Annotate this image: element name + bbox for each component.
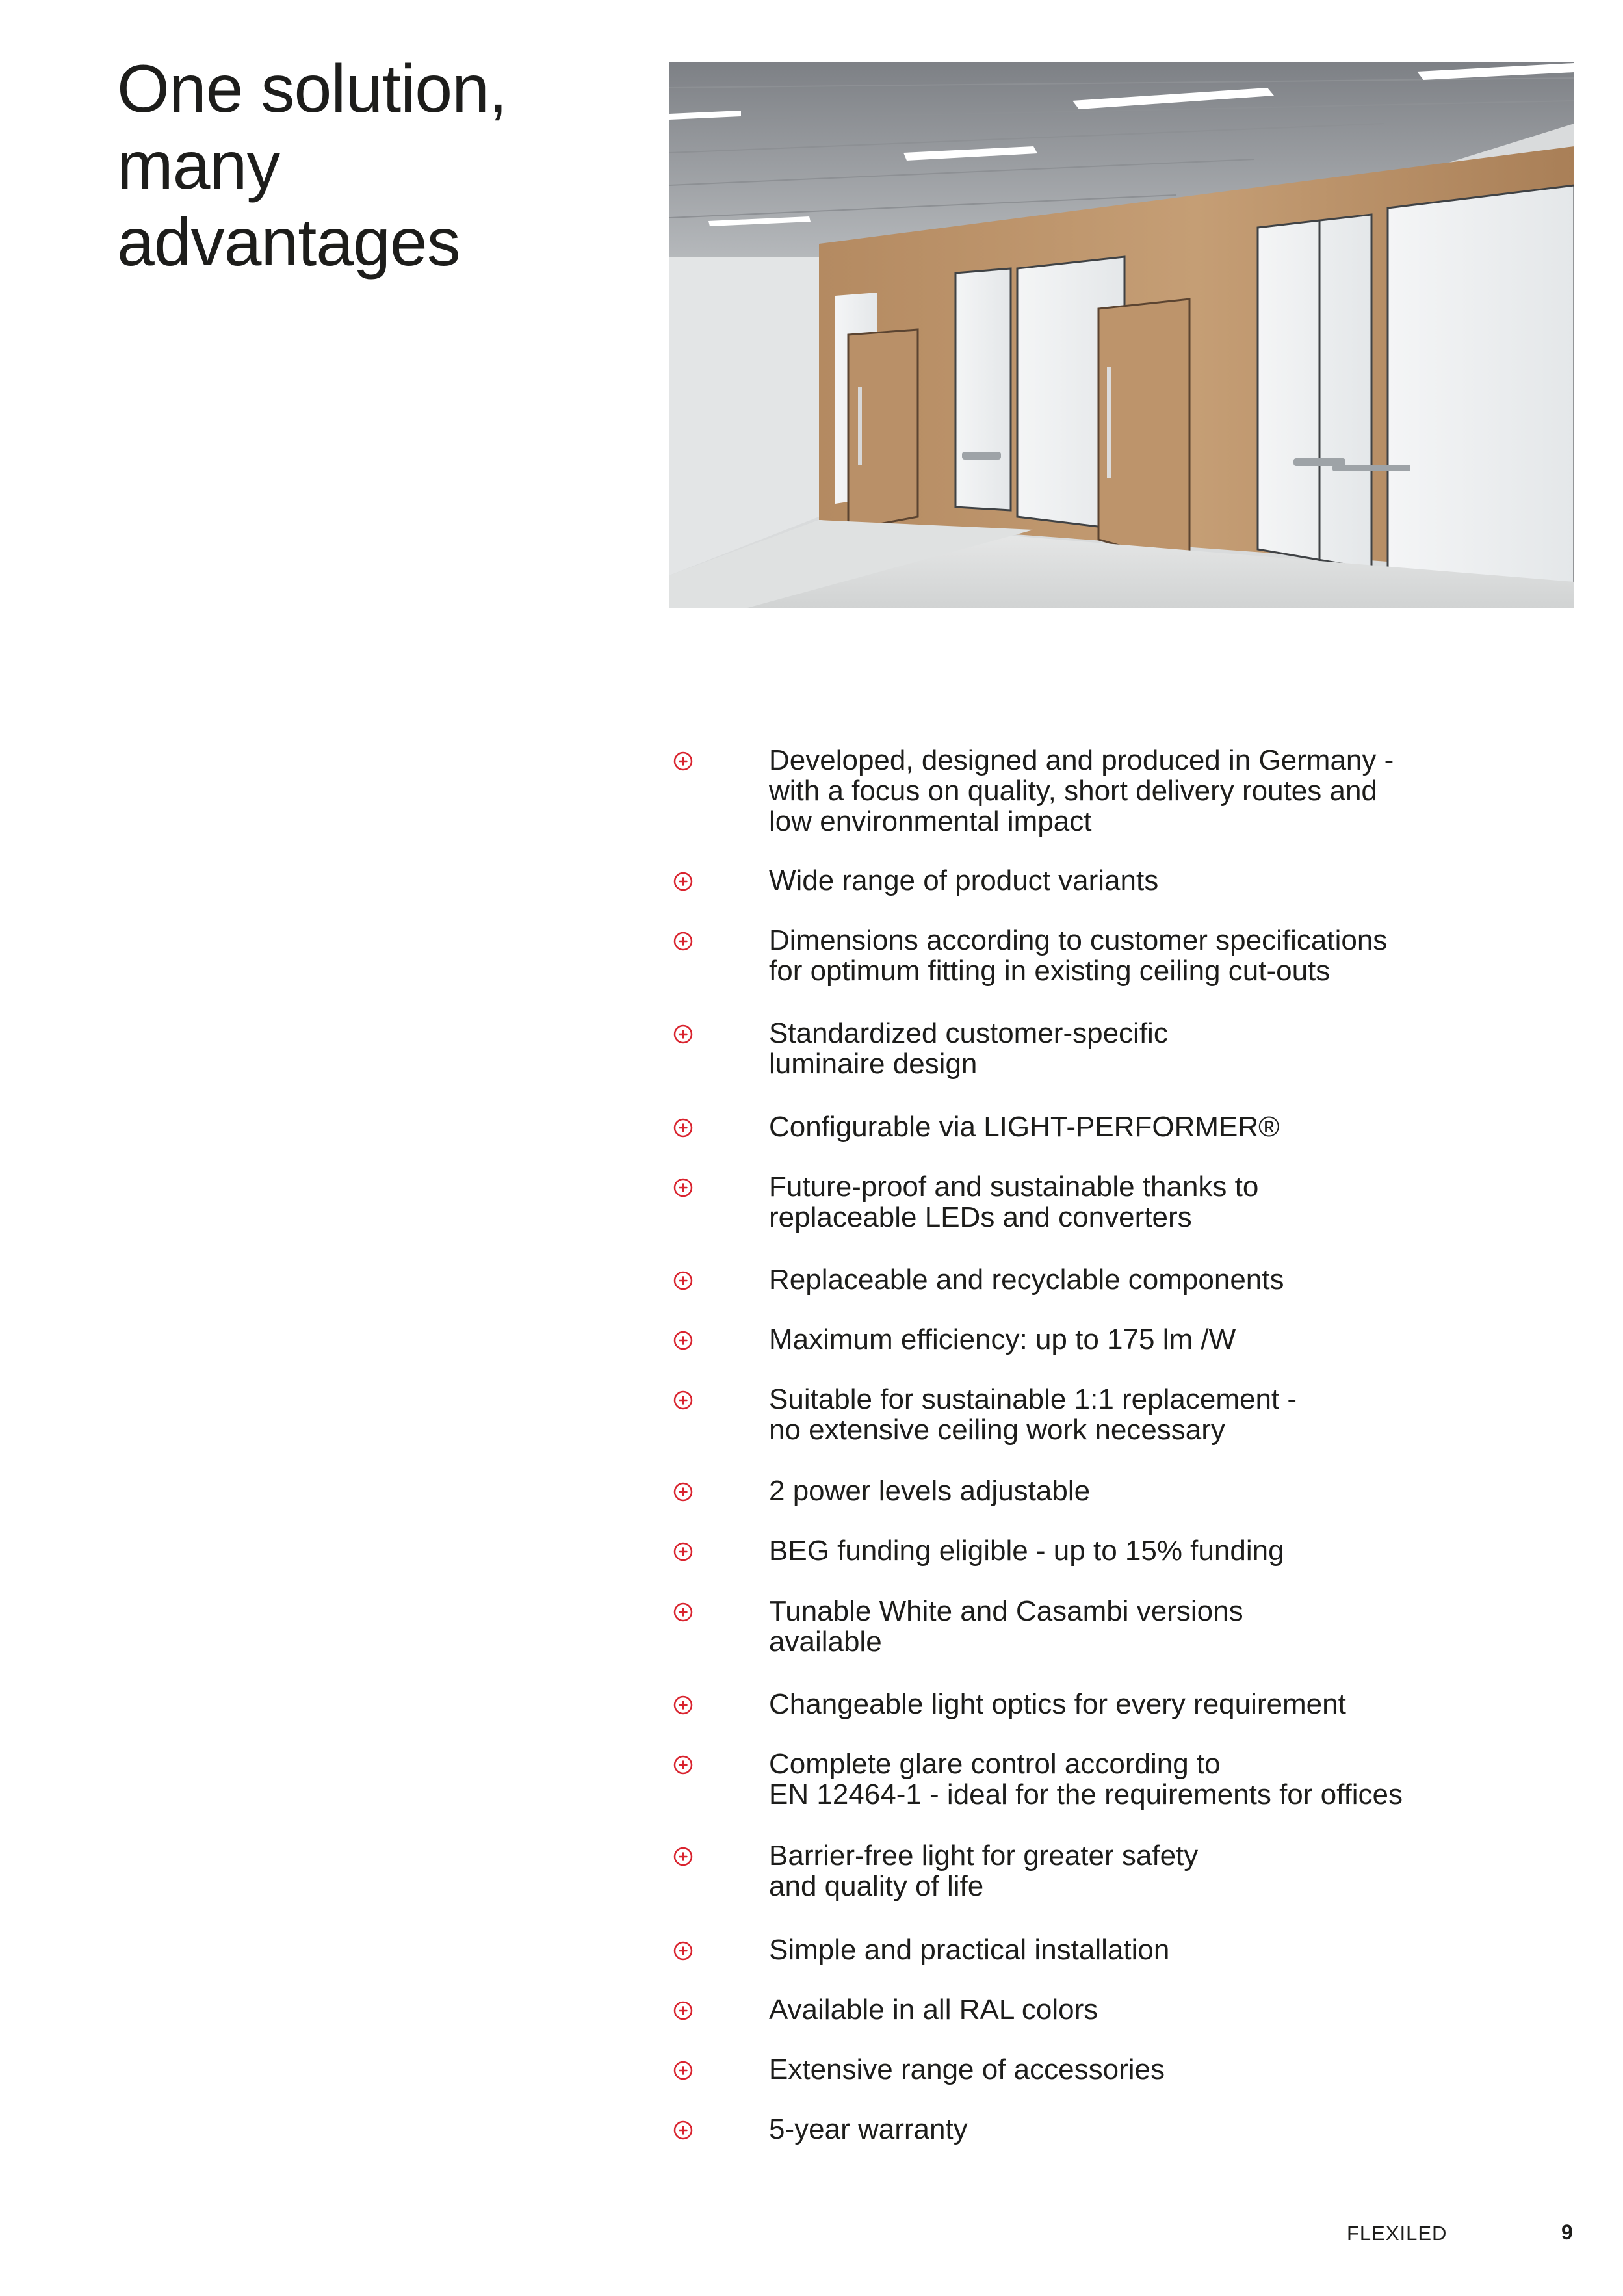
advantage-text: Available in all RAL colors xyxy=(769,1994,1098,2026)
advantage-text: Extensive range of accessories xyxy=(769,2054,1165,2085)
footer-brand: FLEXILED xyxy=(1347,2222,1448,2245)
page-number: 9 xyxy=(1561,2221,1573,2244)
circle-plus-icon xyxy=(673,1118,693,1138)
advantage-text: Future-proof and sustainable thanks to replaceable LEDs and converters xyxy=(769,1171,1259,1233)
advantage-text: Tunable White and Casambi versions available xyxy=(769,1595,1243,1658)
advantage-text: Configurable via LIGHT-PERFORMER® xyxy=(769,1111,1280,1143)
list-item xyxy=(669,2114,1574,2198)
page-title-line-2: many xyxy=(117,128,280,203)
hero-photo xyxy=(669,62,1574,608)
circle-plus-icon xyxy=(673,1482,693,1502)
advantage-text: Dimensions according to customer specifications for optimum fitting in existing ceiling cut-outs xyxy=(769,924,1388,987)
advantage-text: Suitable for sustainable 1:1 replacement - no extensive ceiling work necessary xyxy=(769,1383,1297,1446)
circle-plus-icon xyxy=(673,1331,693,1350)
circle-plus-icon xyxy=(673,1755,693,1775)
circle-plus-icon xyxy=(673,1390,693,1410)
circle-plus-icon xyxy=(673,1271,693,1290)
advantage-text: Developed, designed and produced in Germany - with a focus on quality, short delivery routes and low environmental impact xyxy=(769,744,1394,837)
list-item xyxy=(669,1018,1574,1102)
advantage-text: Barrier-free light for greater safety and quality of life xyxy=(769,1840,1199,1902)
page-title xyxy=(117,51,611,281)
list-item xyxy=(669,1840,1574,1925)
circle-plus-icon xyxy=(673,2061,693,2080)
circle-plus-icon xyxy=(673,1602,693,1622)
circle-plus-icon xyxy=(673,2120,693,2140)
advantage-text: Maximum efficiency: up to 175 lm /W xyxy=(769,1324,1236,1355)
list-item xyxy=(669,925,1574,1010)
circle-plus-icon xyxy=(673,1695,693,1715)
list-item xyxy=(669,1749,1574,1833)
page-title-line-1: One solution, xyxy=(117,51,507,127)
advantage-text: 2 power levels adjustable xyxy=(769,1475,1091,1507)
list-item xyxy=(669,744,1574,837)
circle-plus-icon xyxy=(673,932,693,951)
circle-plus-icon xyxy=(673,1178,693,1197)
advantage-text: Simple and practical installation xyxy=(769,1934,1170,1966)
advantage-text: Replaceable and recyclable components xyxy=(769,1264,1284,1296)
advantage-text: Standardized customer-specific luminaire design xyxy=(769,1017,1168,1080)
advantage-text: Wide range of product variants xyxy=(769,865,1159,896)
advantage-text: BEG funding eligible - up to 15% funding xyxy=(769,1535,1284,1567)
circle-plus-icon xyxy=(673,872,693,891)
page-title-line-3: advantages xyxy=(117,205,460,280)
advantage-text: Complete glare control according to EN 12464-1 - ideal for the requirements for offices xyxy=(769,1748,1403,1810)
advantage-text: 5-year warranty xyxy=(769,2113,968,2145)
circle-plus-icon xyxy=(673,1847,693,1866)
circle-plus-icon xyxy=(673,1024,693,1044)
list-item xyxy=(669,1384,1574,1468)
circle-plus-icon xyxy=(673,2001,693,2020)
circle-plus-icon xyxy=(673,1542,693,1561)
list-item xyxy=(669,1171,1574,1256)
advantage-text: Changeable light optics for every requirement xyxy=(769,1688,1346,1720)
circle-plus-icon xyxy=(673,1941,693,1961)
circle-plus-icon xyxy=(673,751,693,771)
list-item xyxy=(669,1596,1574,1680)
